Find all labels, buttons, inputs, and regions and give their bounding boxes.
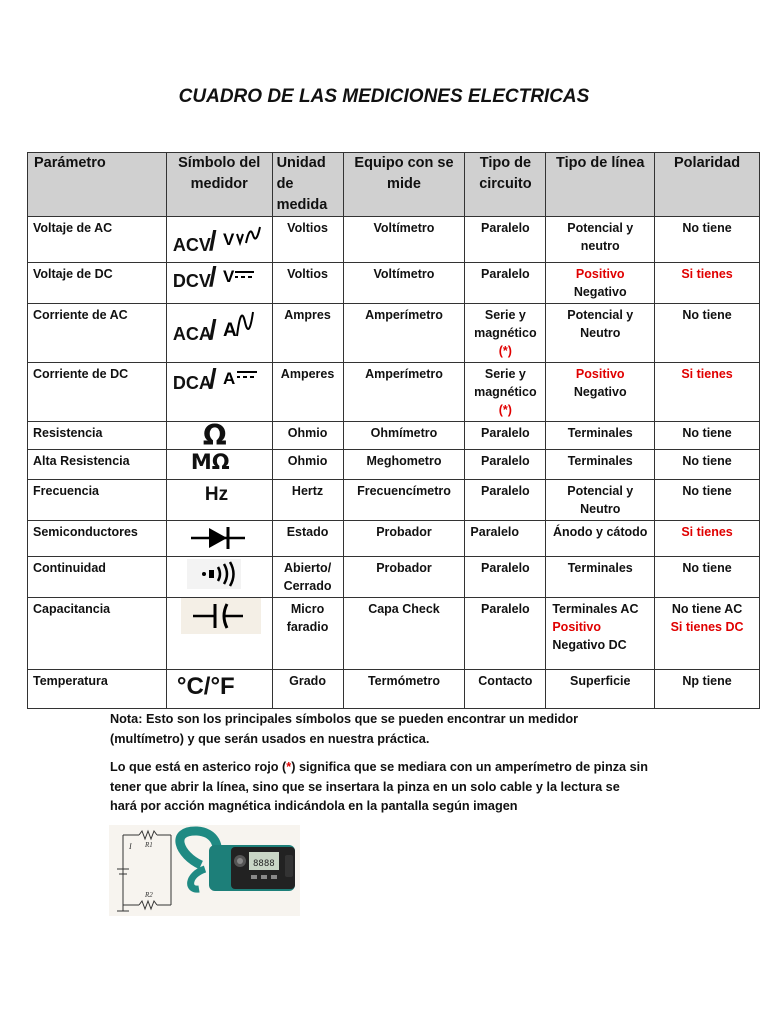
- equip-cell: Voltímetro: [343, 263, 465, 304]
- circuit-cell: Contacto: [465, 670, 546, 709]
- slash-glyph: /: [208, 363, 217, 394]
- positive-label: Positivo: [575, 367, 625, 381]
- polarity-ac: No tiene AC: [671, 602, 743, 616]
- line-cell: Terminales: [546, 450, 655, 480]
- line-cell: [546, 263, 655, 304]
- table-row: [28, 557, 760, 598]
- polarity-cell: No tiene: [655, 304, 760, 363]
- equip-cell: Frecuencímetro: [343, 480, 465, 521]
- param-cell: Continuidad: [28, 557, 167, 598]
- circuit-cell: Paralelo: [465, 263, 546, 304]
- unit-cell: Abierto/ Cerrado: [272, 557, 343, 598]
- param-cell: Alta Resistencia: [28, 450, 167, 480]
- unit-cell: Grado: [272, 670, 343, 709]
- param-cell: Temperatura: [28, 670, 167, 709]
- line-cell: [546, 363, 655, 422]
- circuit-cell: Paralelo: [465, 598, 546, 670]
- param-cell: Frecuencia: [28, 480, 167, 521]
- symbol-cell: [166, 363, 272, 422]
- ac-volt-icon: [221, 219, 265, 255]
- polarity-cell: Si tienes: [655, 263, 760, 304]
- capacitor-icon: [181, 598, 261, 634]
- unit-cell: Estado: [272, 521, 343, 557]
- polarity-cell: No tiene: [655, 480, 760, 521]
- unit-cell: Micro faradio: [272, 598, 343, 670]
- symbol-cell: [166, 598, 272, 670]
- asterisk-mark: (*): [498, 344, 512, 358]
- line-cell: Potencial y Neutro: [546, 304, 655, 363]
- asterisk-mark: *: [286, 760, 292, 774]
- unit-cell: Amperes: [272, 363, 343, 422]
- polarity-cell: Np tiene: [655, 670, 760, 709]
- circuit-cell: Paralelo: [465, 422, 546, 450]
- negative-label: Negativo: [573, 285, 627, 299]
- symbol-cell: [166, 263, 272, 304]
- header-polaridad: Polaridad: [655, 153, 760, 217]
- table-row: [28, 422, 760, 450]
- table-row: [28, 363, 760, 422]
- table-header-row: [28, 153, 760, 217]
- diode-icon: [187, 523, 249, 553]
- circuit-cell: Paralelo: [465, 557, 546, 598]
- negative-dc-label: Negativo DC: [552, 638, 627, 652]
- symbol-cell: [166, 217, 272, 263]
- positive-label: Positivo: [575, 267, 625, 281]
- line-terminales-ac: Terminales AC: [552, 602, 639, 616]
- table-row: [28, 304, 760, 363]
- polarity-cell: No tiene: [655, 557, 760, 598]
- polarity-cell: Si tienes: [655, 521, 760, 557]
- table-row: [28, 598, 760, 670]
- ohm-icon: Ω: [202, 419, 227, 452]
- line-cell: Terminales: [546, 422, 655, 450]
- polarity-cell: No tiene: [655, 450, 760, 480]
- polarity-cell: No tiene: [655, 217, 760, 263]
- table-row: [28, 670, 760, 709]
- circuit-cell: Paralelo: [465, 480, 546, 521]
- symbol-cell: [166, 521, 272, 557]
- line-cell: [546, 598, 655, 670]
- asterisk-mark: (*): [498, 403, 512, 417]
- table-row: [28, 217, 760, 263]
- acv-symbol: ACV: [172, 235, 211, 255]
- circuit-cell: Paralelo: [465, 450, 546, 480]
- unit-cell: Ohmio: [272, 422, 343, 450]
- page-title: CUADRO DE LAS MEDICIONES ELECTRICAS: [178, 86, 590, 107]
- equip-cell: Ohmímetro: [343, 422, 465, 450]
- line-cell: Superficie: [546, 670, 655, 709]
- circuit-cell: Paralelo: [465, 521, 546, 557]
- param-cell: Semiconductores: [28, 521, 167, 557]
- polarity-cell: [655, 598, 760, 670]
- polarity-cell: No tiene: [655, 422, 760, 450]
- positive-label: Positivo: [552, 620, 601, 634]
- param-cell: Capacitancia: [28, 598, 167, 670]
- header-simbolo: Símbolo del medidor: [166, 153, 272, 217]
- unit-cell: Voltios: [272, 263, 343, 304]
- megaohm-icon: MΩ: [190, 450, 230, 474]
- polarity-dc: Si tienes DC: [670, 620, 744, 634]
- polarity-cell: Si tienes: [655, 363, 760, 422]
- equip-cell: Termómetro: [343, 670, 465, 709]
- header-unidad: Unidad de medida: [272, 153, 343, 217]
- svg-text:V: V: [222, 230, 235, 249]
- svg-text:V: V: [222, 267, 235, 286]
- dc-volt-icon: [221, 264, 257, 290]
- param-cell: Corriente de AC: [28, 304, 167, 363]
- symbol-cell: [166, 419, 272, 452]
- line-cell: Potencial y Neutro: [546, 480, 655, 521]
- circuit-cell: Paralelo: [465, 217, 546, 263]
- unit-cell: Ohmio: [272, 450, 343, 480]
- unit-cell: Hertz: [272, 480, 343, 521]
- line-cell: Potencial y neutro: [546, 217, 655, 263]
- temperature-icon: °C/°F: [176, 673, 235, 700]
- equip-cell: Meghometro: [343, 450, 465, 480]
- header-linea: Tipo de línea: [546, 153, 655, 217]
- negative-label: Negativo: [573, 385, 627, 399]
- dcv-symbol: DCV: [172, 271, 211, 291]
- slash-glyph: /: [208, 225, 217, 256]
- table-row: [28, 263, 760, 304]
- slash-glyph: /: [208, 261, 217, 292]
- equip-cell: Amperímetro: [343, 363, 465, 422]
- dca-symbol: DCA: [172, 373, 212, 393]
- unit-cell: Voltios: [272, 217, 343, 263]
- param-cell: Resistencia: [28, 422, 167, 450]
- aca-symbol: ACA: [172, 324, 212, 344]
- equip-cell: Probador: [343, 557, 465, 598]
- table-row: [28, 450, 760, 480]
- clamp-meter-illustration: [109, 825, 300, 916]
- table-row: [28, 521, 760, 557]
- svg-text:I: I: [129, 842, 132, 851]
- equip-cell: Amperímetro: [343, 304, 465, 363]
- equip-cell: Capa Check: [343, 598, 465, 670]
- header-circuito: Tipo de circuito: [465, 153, 546, 217]
- asterisk-note-paragraph: Lo que está en asterico rojo (*) significa que se mediara con un amperímetro de pinza sin tener que abrir la línea, sino que se insertara la pinza en un solo cable y la lectura se hará por acción magnética indicándola en la pantalla según imagen: [110, 760, 648, 813]
- note-paragraph: Nota: Esto son los principales símbolos que se pueden encontrar un medidor (multímetro) y que serán usados en nuestra práctica.: [110, 712, 579, 746]
- line-cell: Terminales: [546, 557, 655, 598]
- continuity-sound-icon: [187, 559, 241, 589]
- param-cell: Voltaje de AC: [28, 217, 167, 263]
- svg-text:R1: R1: [145, 841, 153, 849]
- equip-cell: Voltímetro: [343, 217, 465, 263]
- symbol-cell: [166, 304, 272, 363]
- header-parametro: Parámetro: [28, 153, 167, 217]
- symbol-cell: [166, 557, 272, 598]
- symbol-cell: [166, 670, 272, 709]
- svg-text:A: A: [222, 320, 237, 341]
- svg-text:8888: 8888: [253, 859, 275, 869]
- dc-amp-icon: [221, 364, 261, 392]
- line-cell: Ánodo y cátodo: [546, 521, 655, 557]
- param-cell: Voltaje de DC: [28, 263, 167, 304]
- table-row: [28, 480, 760, 521]
- circuit-cell: Serie y magnético (*): [465, 304, 546, 363]
- measurements-table: [27, 152, 760, 709]
- slash-glyph: /: [208, 314, 217, 345]
- svg-text:A: A: [222, 369, 236, 388]
- svg-text:R2: R2: [145, 891, 153, 899]
- symbol-cell: [166, 480, 272, 521]
- header-equipo: Equipo con se mide: [343, 153, 465, 217]
- equip-cell: Probador: [343, 521, 465, 557]
- hertz-icon: Hz: [204, 484, 229, 505]
- ac-amp-icon: [221, 306, 255, 346]
- unit-cell: Ampres: [272, 304, 343, 363]
- symbol-cell: [166, 450, 272, 480]
- param-cell: Corriente de DC: [28, 363, 167, 422]
- circuit-cell: Serie y magnético (*): [465, 363, 546, 422]
